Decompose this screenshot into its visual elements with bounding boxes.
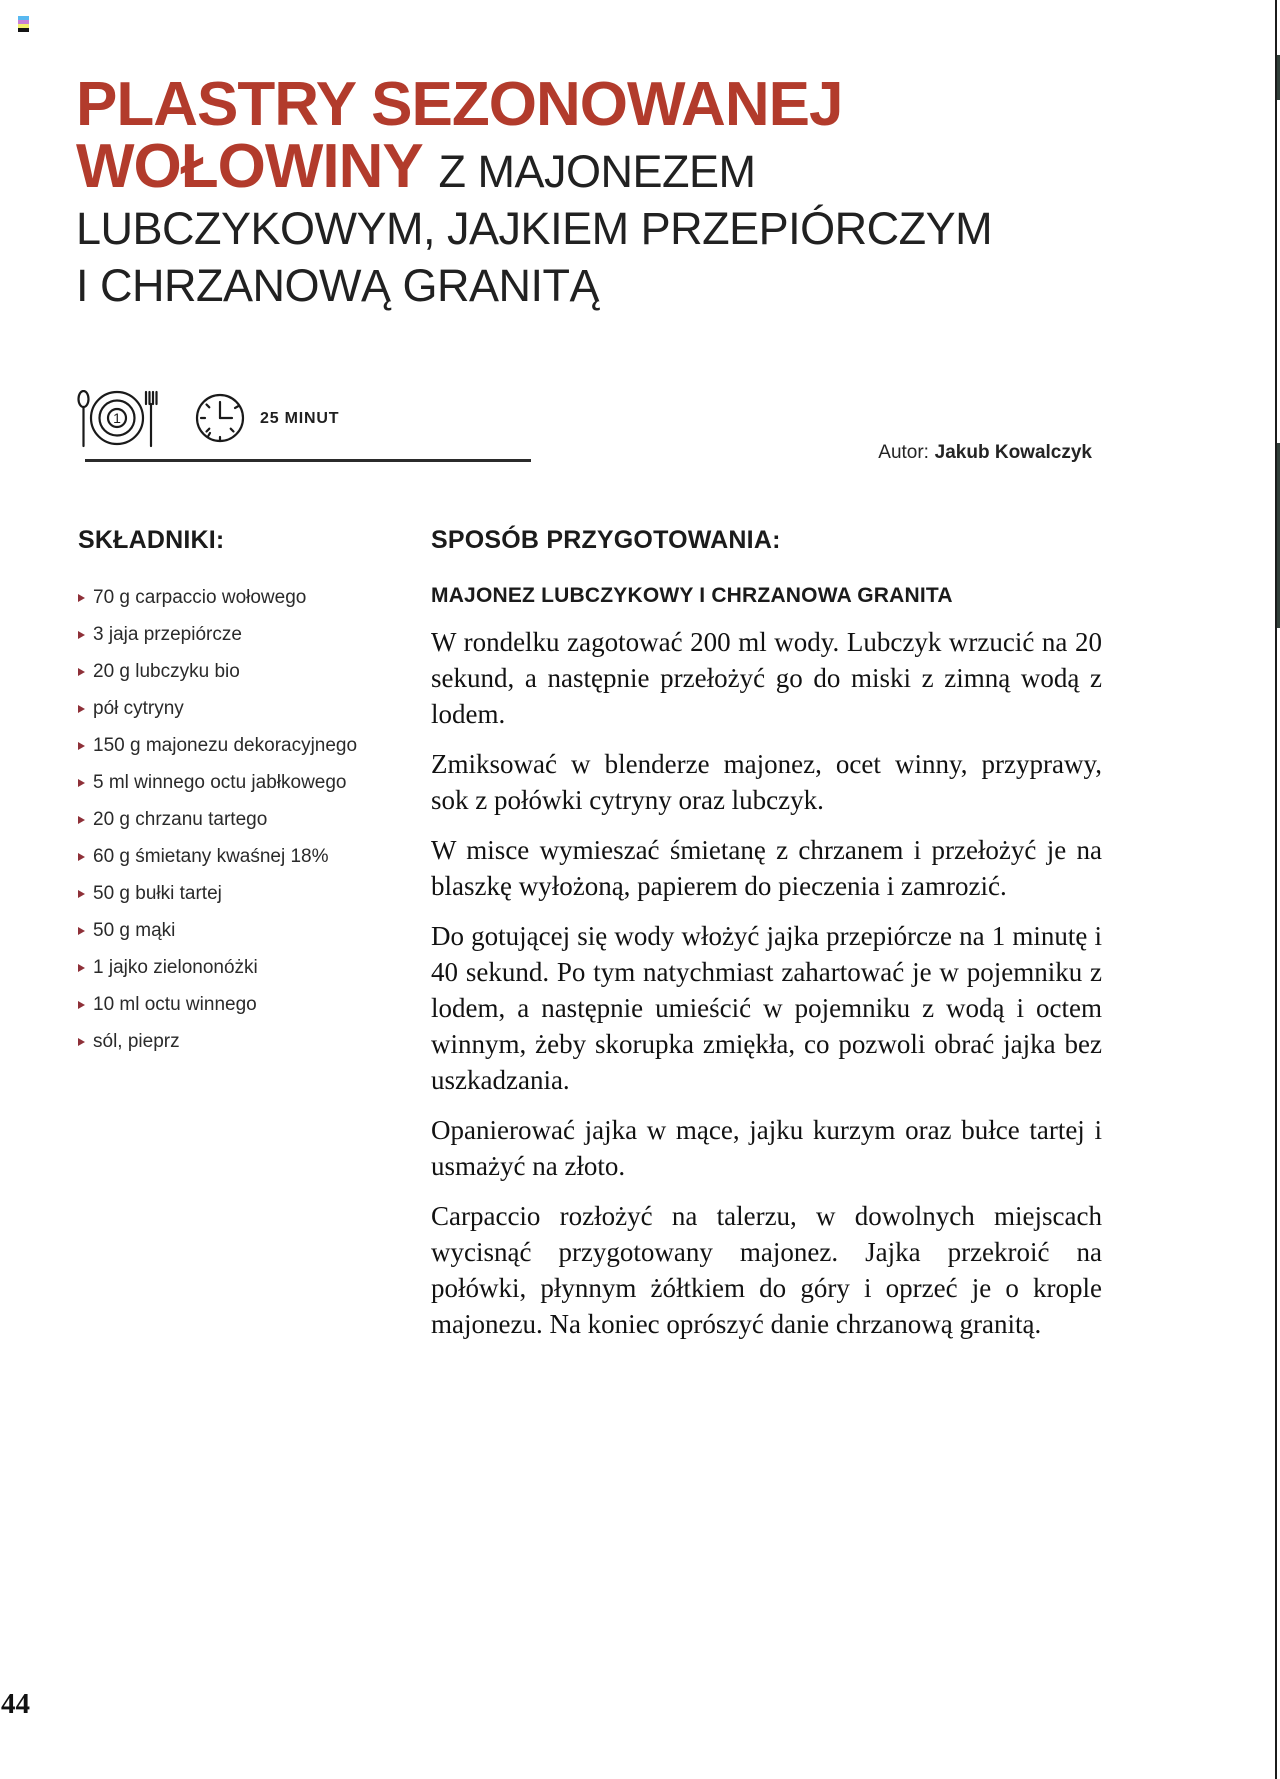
recipe-title bbox=[76, 70, 1106, 314]
preparation-section bbox=[431, 526, 1102, 1356]
ingredient-text: 5 ml winnego octu jabłkowego bbox=[93, 771, 347, 793]
ingredient-text: 150 g majonezu dekoracyjnego bbox=[93, 734, 358, 756]
ingredient-text: 50 g mąki bbox=[93, 919, 176, 941]
ingredient-item bbox=[78, 764, 413, 801]
ingredient-item bbox=[78, 912, 413, 949]
bullet-triangle-icon bbox=[78, 1038, 85, 1046]
author-line bbox=[878, 442, 1092, 464]
ingredient-text: 50 g bułki tartej bbox=[93, 882, 222, 904]
bullet-triangle-icon bbox=[78, 631, 85, 639]
bullet-triangle-icon bbox=[78, 779, 85, 787]
ingredient-item bbox=[78, 579, 413, 616]
ingredient-item bbox=[78, 616, 413, 653]
print-mark-black-bar bbox=[18, 28, 29, 32]
ingredient-text: 20 g chrzanu tartego bbox=[93, 808, 268, 830]
recipe-meta-row bbox=[76, 390, 339, 448]
ingredient-text: sól, pieprz bbox=[93, 1030, 180, 1052]
recipe-title-red-line1: PLASTRY SEZONOWANEJ bbox=[76, 70, 843, 139]
preparation-paragraph: Opanierować jajka w mące, jajku kurzym oraz bułce tartej i usmażyć na złoto. bbox=[431, 1115, 1102, 1181]
recipe-subtitle-line3: LUBCZYKOWYM, JAJKIEM PRZEPIÓRCZYM bbox=[76, 203, 993, 254]
ingredient-item bbox=[78, 727, 413, 764]
author-label: Autor: bbox=[878, 442, 929, 463]
recipe-subtitle-line2: Z MAJONEZEM bbox=[438, 146, 756, 197]
ingredient-item bbox=[78, 801, 413, 838]
time-clock-icon bbox=[194, 392, 246, 444]
bullet-triangle-icon bbox=[78, 742, 85, 750]
preparation-paragraph: Carpaccio rozłożyć na talerzu, w dowolnych miejscach wycisnąć przygotowany majonez. Jajka przekroić na połówki, płynnym żółtkiem do góry i oprzeć je o krople majonezu. Na koniec oprószyć danie chrzanową granitą. bbox=[431, 1201, 1102, 1339]
ingredient-item bbox=[78, 653, 413, 690]
author-name: Jakub Kowalczyk bbox=[934, 442, 1092, 463]
preparation-heading: SPOSÓB PRZYGOTOWANIA: bbox=[431, 526, 781, 554]
cmyk-print-mark-icon bbox=[18, 16, 29, 32]
page-number: 44 bbox=[1, 1688, 30, 1720]
recipe-subtitle-line4: I CHRZANOWĄ GRANITĄ bbox=[76, 260, 600, 311]
ingredients-list bbox=[78, 579, 413, 1060]
ingredient-text: 3 jaja przepiórcze bbox=[93, 623, 242, 645]
bullet-triangle-icon bbox=[78, 964, 85, 972]
recipe-title-red-line2: WOŁOWINY bbox=[76, 132, 423, 201]
bullet-triangle-icon bbox=[78, 816, 85, 824]
bullet-triangle-icon bbox=[78, 1001, 85, 1009]
ingredient-item bbox=[78, 690, 413, 727]
ingredient-text: 10 ml octu winnego bbox=[93, 993, 257, 1015]
bullet-triangle-icon bbox=[78, 705, 85, 713]
ingredient-item bbox=[78, 949, 413, 986]
ingredient-text: 1 jajko zielononóżki bbox=[93, 956, 258, 978]
ingredient-item bbox=[78, 838, 413, 875]
servings-count: 1 bbox=[113, 410, 121, 426]
prep-time-label: 25 MINUT bbox=[260, 410, 340, 427]
ingredient-text: 70 g carpaccio wołowego bbox=[93, 586, 307, 608]
preparation-paragraph: Do gotującej się wody włożyć jajka przepiórcze na 1 minutę i 40 sekund. Po tym natychmiast zahartować je w pojemniku z lodem, a następnie umieścić w pojemniku z wodą i octem winnym, żeby skorupka zmiękła, co pozwoli obrać jajka bez uszkadzania. bbox=[431, 921, 1102, 1095]
ingredients-heading: SKŁADNIKI: bbox=[78, 526, 225, 554]
bullet-triangle-icon bbox=[78, 594, 85, 602]
section-divider-line bbox=[85, 459, 531, 462]
ingredient-text: 20 g lubczyku bio bbox=[93, 660, 240, 682]
ingredient-item bbox=[78, 875, 413, 912]
bullet-triangle-icon bbox=[78, 853, 85, 861]
ingredient-item bbox=[78, 986, 413, 1023]
ingredient-text: 60 g śmietany kwaśnej 18% bbox=[93, 845, 329, 867]
preparation-paragraph: W misce wymieszać śmietanę z chrzanem i przełożyć je na blaszkę wyłożoną, papierem do pieczenia i zamrozić. bbox=[431, 835, 1102, 901]
ingredient-item bbox=[78, 1023, 413, 1060]
preparation-paragraph: Zmiksować w blenderze majonez, ocet winny, przyprawy, sok z połówki cytryny oraz lubczyk. bbox=[431, 749, 1102, 815]
ingredients-section bbox=[78, 526, 413, 1060]
bullet-triangle-icon bbox=[78, 927, 85, 935]
bullet-triangle-icon bbox=[78, 890, 85, 898]
page-edge-line bbox=[1275, 0, 1277, 1779]
preparation-subheading: MAJONEZ LUBCZYKOWY I CHRZANOWA GRANITA bbox=[431, 584, 953, 607]
ingredient-text: pół cytryny bbox=[93, 697, 184, 719]
preparation-paragraph: W rondelku zagotować 200 ml wody. Lubczyk wrzucić na 20 sekund, a następnie przełożyć go do miski z zimną wodą z lodem. bbox=[431, 627, 1102, 729]
bullet-triangle-icon bbox=[78, 668, 85, 676]
servings-plate-cutlery-icon bbox=[76, 390, 158, 448]
